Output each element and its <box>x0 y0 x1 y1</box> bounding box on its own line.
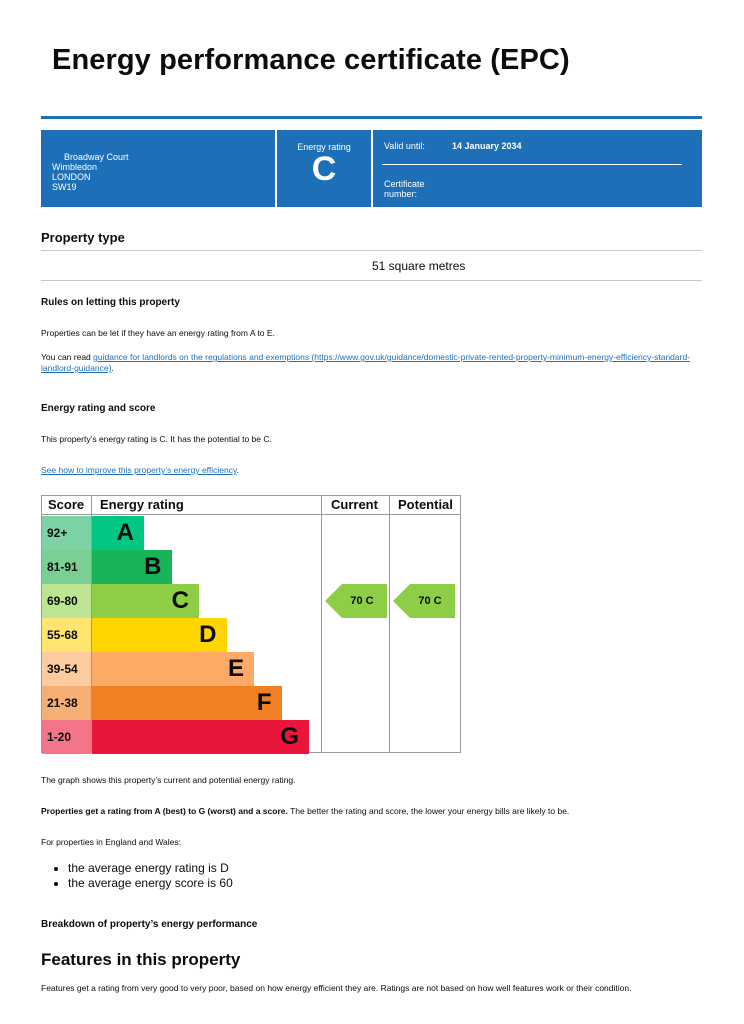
band-score-range: 92+ <box>42 516 91 550</box>
band-bar <box>92 720 309 754</box>
graph-note: The graph shows this property’s current and potential energy rating. <box>41 775 296 785</box>
column-divider <box>389 496 390 752</box>
property-address <box>52 152 129 192</box>
potential-rating-arrow-label: 70 C <box>418 595 442 607</box>
header-divider <box>42 514 460 515</box>
band-score-range: 39-54 <box>42 652 91 686</box>
band-bar <box>92 618 227 652</box>
band-score-range: 81-91 <box>42 550 91 584</box>
band-f <box>42 686 321 720</box>
improve-efficiency-link[interactable]: See how to improve this property’s energy efficiency <box>41 465 237 475</box>
band-bar <box>92 550 172 584</box>
summary-banner <box>41 130 702 207</box>
title-divider <box>41 116 702 119</box>
band-letter: C <box>171 587 189 614</box>
energy-rating-chart <box>41 495 461 753</box>
band-letter: D <box>199 621 217 648</box>
certificate-label-line: number: <box>384 189 418 199</box>
energy-rating-letter: C <box>311 150 337 188</box>
potential-rating-arrow <box>393 584 455 618</box>
page-title: Energy performance certificate (EPC) <box>52 44 570 76</box>
band-letter: B <box>144 553 162 580</box>
letting-text: Properties can be let if they have an energy rating from A to E. <box>41 328 275 338</box>
address-line: Broadway Court <box>64 152 129 162</box>
guidance-suffix: . <box>111 363 114 373</box>
breakdown-heading: Breakdown of property’s energy performance <box>41 919 258 930</box>
address-line: Wimbledon <box>52 162 98 172</box>
current-rating-arrow <box>325 584 387 618</box>
improve-link-line <box>41 465 239 475</box>
score-column-header: Score <box>48 497 85 512</box>
features-heading: Features in this property <box>41 950 241 969</box>
band-e <box>42 652 321 686</box>
band-letter: E <box>227 655 244 682</box>
energy-rating-label: Energy rating <box>297 142 351 152</box>
address-line: LONDON <box>52 172 91 182</box>
band-g <box>42 720 321 754</box>
england-wales-text: For properties in England and Wales: <box>41 837 182 847</box>
valid-until-value: 14 January 2034 <box>452 141 522 151</box>
potential-column-header: Potential <box>398 497 453 512</box>
rating-explanation-bold: Properties get a rating from A (best) to G (worst) and a score. <box>41 806 288 816</box>
guidance-link[interactable]: guidance for landlords on the regulations and exemptions (https://www.gov.uk/guidance/domestic-private-rented-property-minimum-energy-efficiency-standard-landlord-guidance) <box>41 352 691 373</box>
guidance-prefix: You can read <box>41 352 94 362</box>
certificate-label-line: Certificate <box>384 179 425 189</box>
table-rule <box>41 250 702 251</box>
address-line: SW19 <box>52 182 77 192</box>
band-bar <box>92 584 199 618</box>
letting-heading: Rules on letting this property <box>41 297 180 308</box>
band-score-range: 21-38 <box>42 686 91 720</box>
band-letter: G <box>280 723 299 750</box>
certificate-number-label <box>384 179 425 199</box>
current-column-header: Current <box>331 497 378 512</box>
score-heading: Energy rating and score <box>41 403 156 414</box>
valid-until-label: Valid until: <box>384 141 425 151</box>
band-bar <box>92 516 144 550</box>
rating-statement: This property’s energy rating is C. It has the potential to be C. <box>41 434 272 444</box>
band-d <box>42 618 321 652</box>
rating-column-header: Energy rating <box>100 497 184 512</box>
table-rule <box>41 280 702 281</box>
band-score-range: 55-68 <box>42 618 91 652</box>
band-bar <box>92 652 254 686</box>
average-list <box>41 861 233 891</box>
band-letter: F <box>256 689 272 716</box>
current-rating-arrow-label: 70 C <box>350 595 374 607</box>
column-divider <box>321 496 322 752</box>
band-score-range: 1-20 <box>42 720 91 754</box>
band-c <box>42 584 321 618</box>
banner-separator <box>371 130 373 207</box>
band-letter: A <box>116 519 134 546</box>
link-suffix: . <box>236 465 239 475</box>
letting-guidance <box>41 352 691 374</box>
features-text: Features get a rating from very good to very poor, based on how energy efficient they are. Ratings are not based on how well features work or their condition. <box>41 983 632 993</box>
rating-explanation <box>41 806 569 816</box>
property-type-heading: Property type <box>41 230 125 245</box>
band-b <box>42 550 321 584</box>
band-bar <box>92 686 282 720</box>
band-a <box>42 516 321 550</box>
rating-explanation-rest: The better the rating and score, the lower your energy bills are likely to be. <box>287 806 570 816</box>
list-item: • the average energy score is 60 <box>68 876 233 891</box>
band-score-range: 69-80 <box>42 584 91 618</box>
banner-divider <box>382 164 682 165</box>
floor-area-value: 51 square metres <box>372 259 466 273</box>
list-item: • the average energy rating is D <box>68 861 233 876</box>
